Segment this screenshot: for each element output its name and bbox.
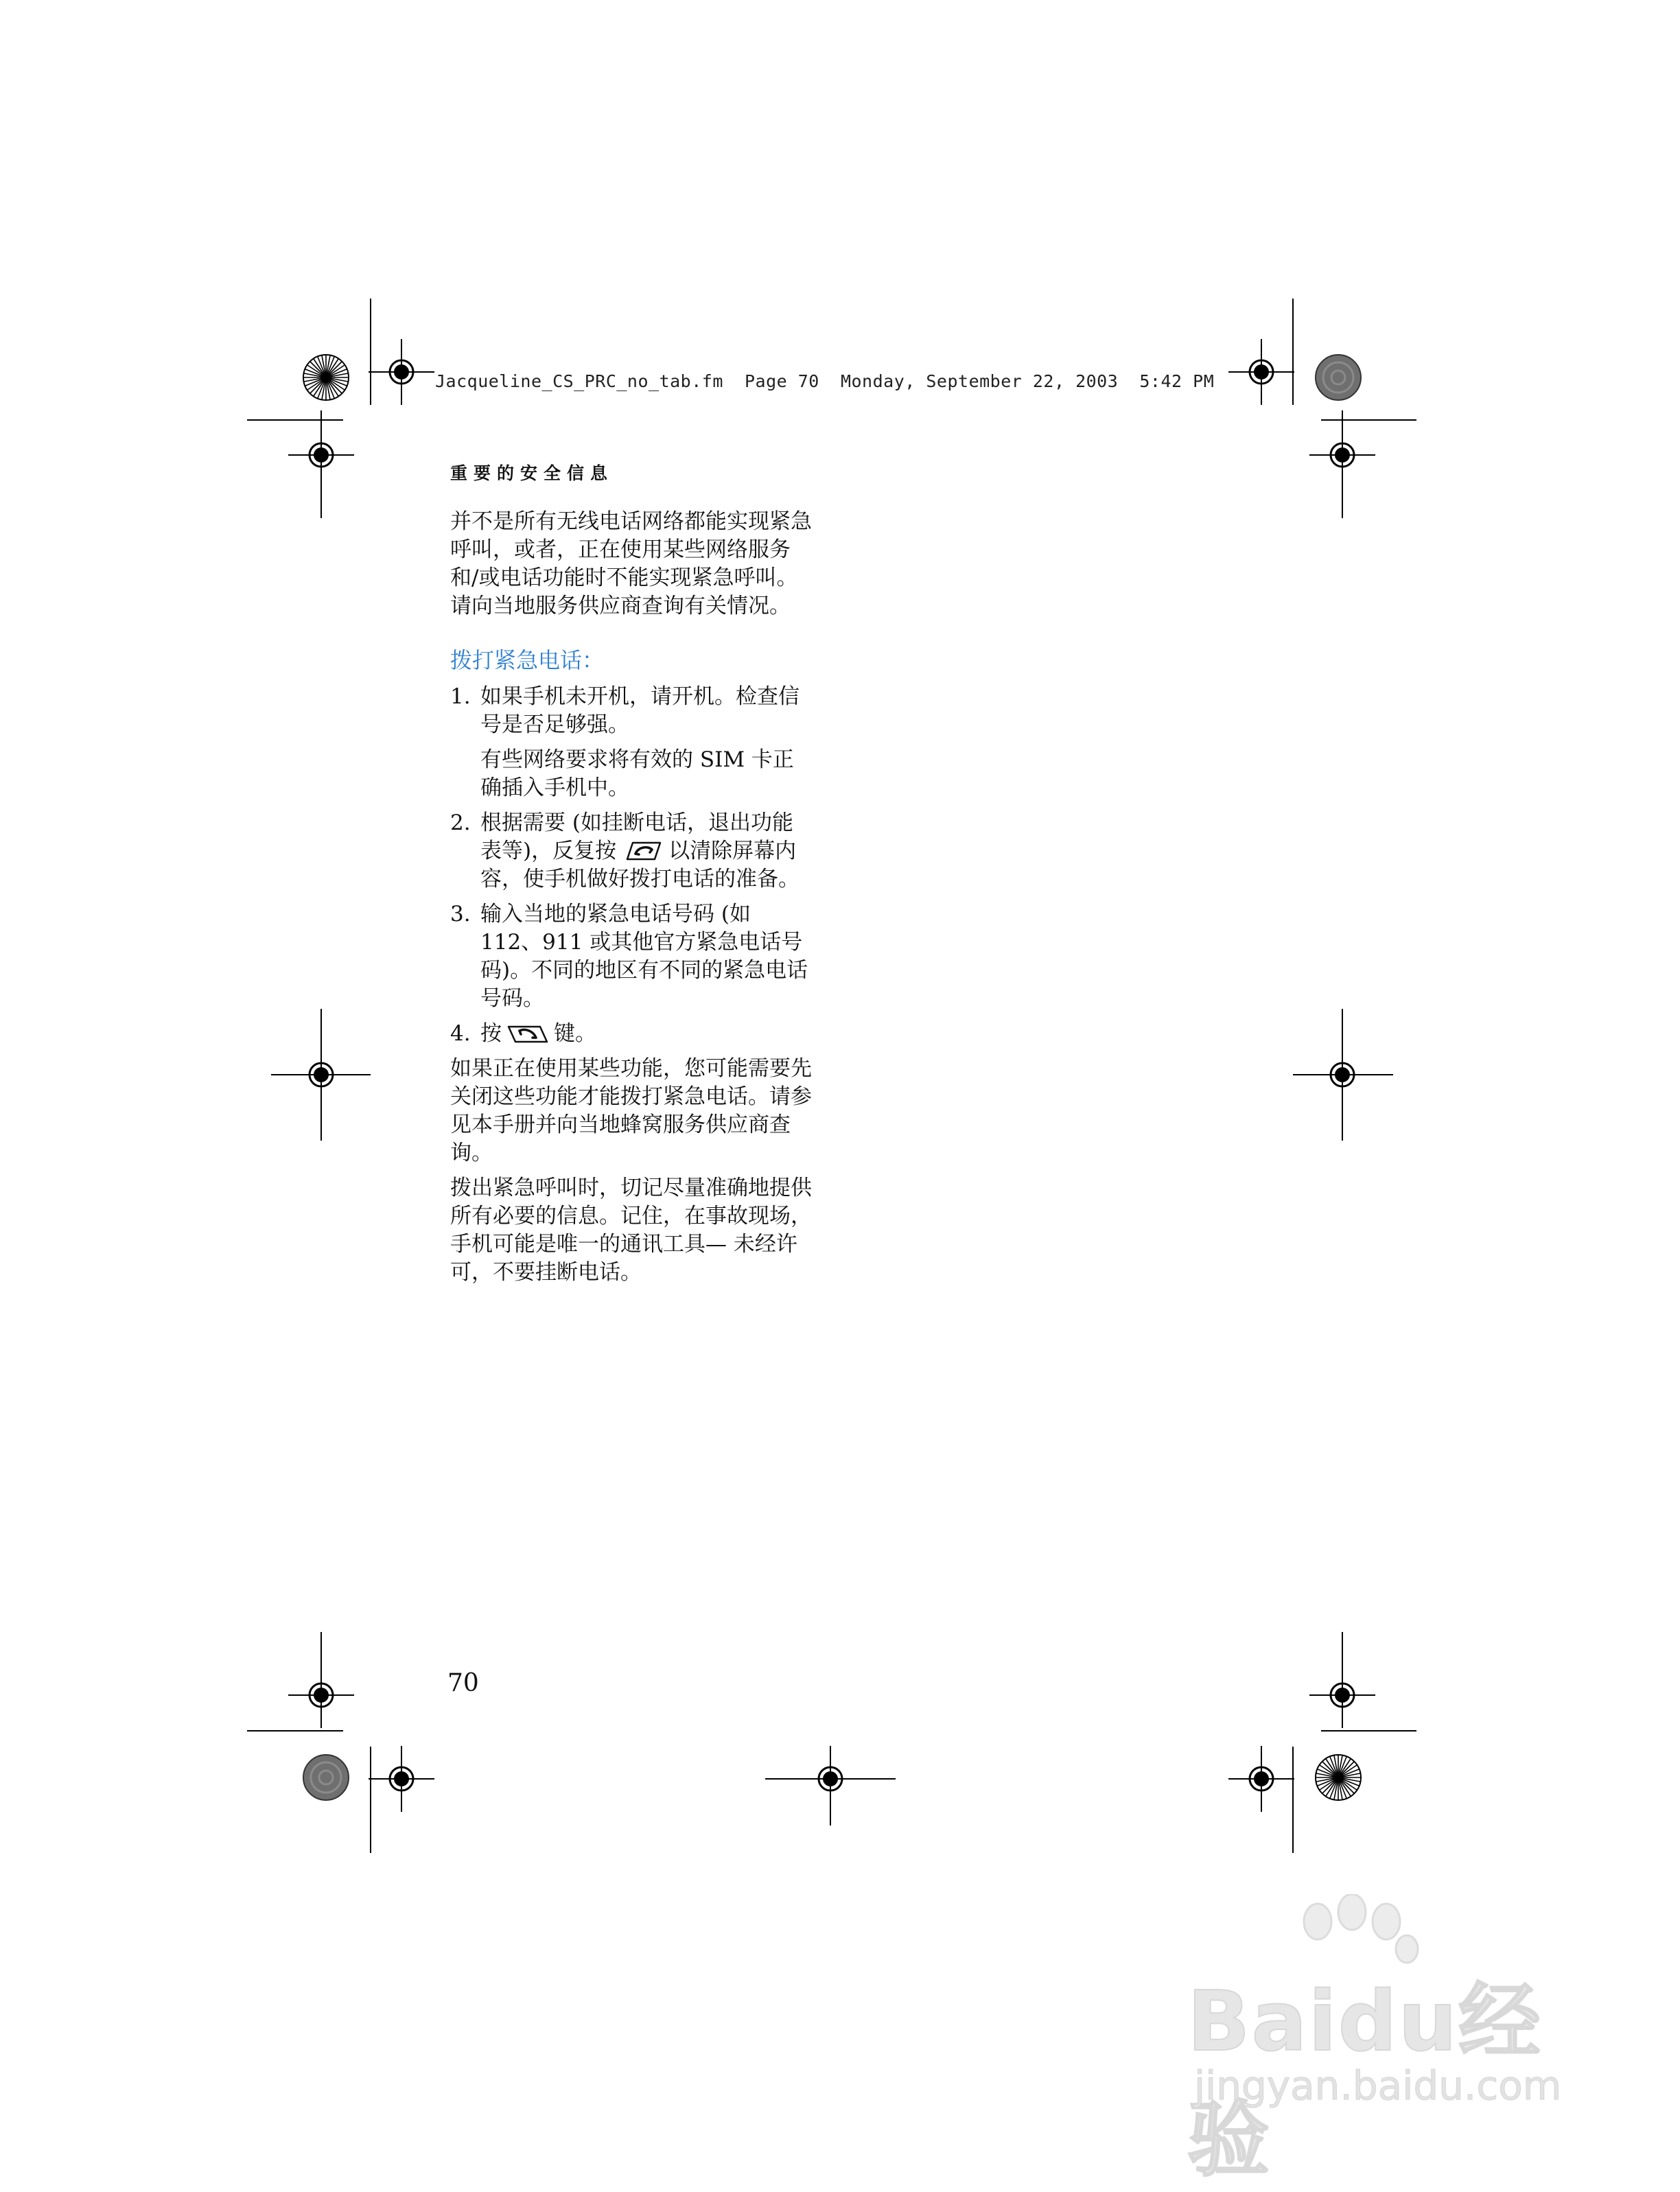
step-text [480,1020,814,1048]
step-number: 2. [450,811,471,835]
step-note: 有些网络要求将有效的 SIM 卡正确插入手机中。 [480,747,794,800]
call-key-icon [506,1021,550,1046]
step-1 [450,683,814,802]
body-paragraph: 拨出紧急呼叫时，切记尽量准确地提供所有必要的信息。记住，在事故现场，手机可能是唯一的通讯工具— 未经许可，不要挂断电话。 [450,1176,812,1285]
watermark [1167,1894,1578,2188]
step-number: 3. [450,902,471,926]
step-text-after: 以清除屏幕内容，使手机做好拨打电话的准备。 [480,839,800,891]
step-4 [450,1020,814,1048]
section-heading: 拨打紧急电话： [450,647,605,673]
step-text: 如果手机未开机，请开机。检查信号是否足够强。 [480,684,800,737]
step-text-before: 根据需要 (如挂断电话，退出功能表等)，反复按 [480,811,793,863]
steps-list [450,683,814,1048]
watermark-url: jingyan.baidu.com [1194,2062,1562,2109]
page-number: 70 [447,1669,479,1697]
step-text-after: 键。 [554,1021,596,1046]
step-text [480,809,814,894]
section-header: 重要的安全信息 [450,463,614,483]
step-2 [450,809,814,894]
main-column [450,508,814,1294]
step-3 [450,900,814,1013]
step-text-before: 按 [480,1021,502,1046]
watermark-logo: Baidu经验 [1187,1974,1542,2188]
body-paragraph: 如果正在使用某些功能，您可能需要先关闭这些功能才能拨打紧急电话。请参见本手册并向当地蜂窝服务供应商查询。 [450,1056,812,1165]
end-key-icon [620,839,664,863]
intro-paragraph: 并不是所有无线电话网络都能实现紧急呼叫，或者，正在使用某些网络服务和/或电话功能时不能实现紧急呼叫。请向当地服务供应商查询有关情况。 [450,509,812,618]
step-number: 4. [450,1021,471,1046]
step-number: 1. [450,684,471,709]
slug-line: Jacqueline_CS_PRC_no_tab.fm Page 70 Monday, September 22, 2003 5:42 PM [435,371,1215,391]
step-text: 输入当地的紧急电话号码 (如 112、911 或其他官方紧急电话号码)。不同的地区有不同的紧急电话号码。 [480,902,808,1011]
